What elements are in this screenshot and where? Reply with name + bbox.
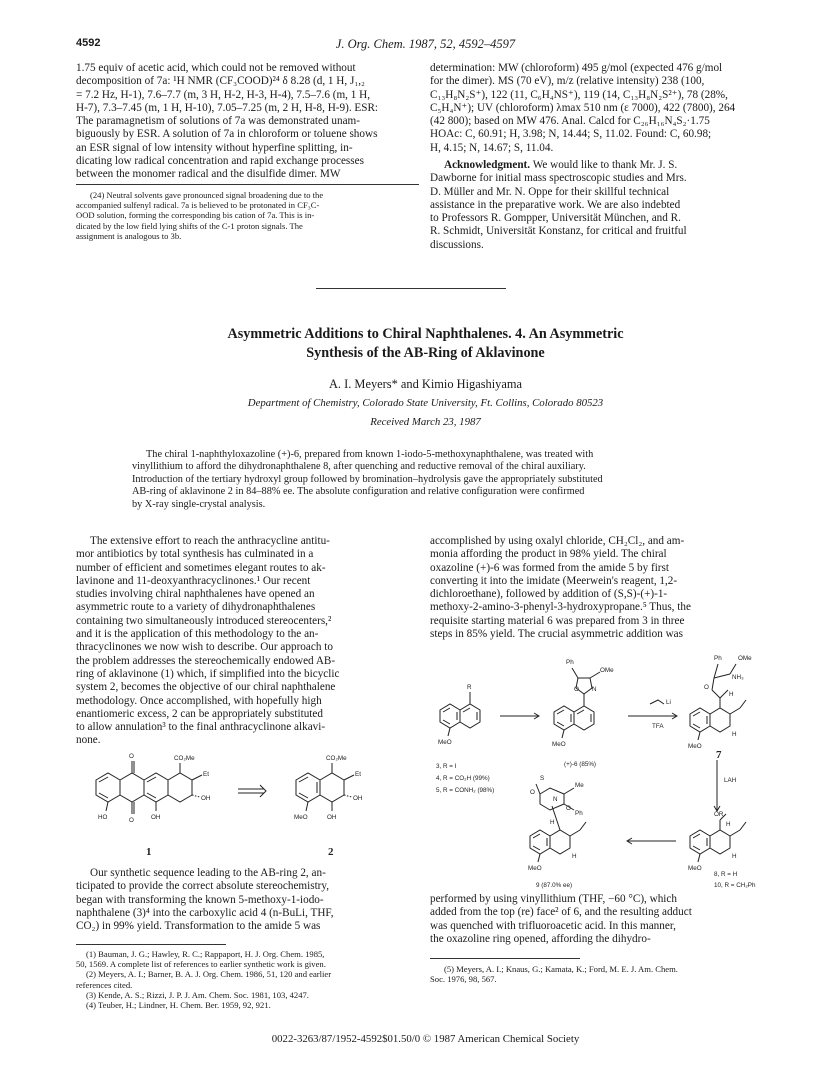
- ome-label-2: OMe: [738, 655, 752, 662]
- r-label: R: [467, 684, 472, 691]
- references-left: [76, 949, 419, 1010]
- abstract-line: by X-ray single-crystal analysis.: [132, 498, 266, 510]
- footnote-rule: [76, 184, 419, 185]
- copyright-line: 0022-3263/87/1952-4592$01.50/0 © 1987 American Chemical Society: [271, 1033, 580, 1045]
- text-line: an ESR signal of low intensity without hyperfine splitting, in-: [76, 141, 353, 154]
- cmpd7-label: 7: [716, 749, 722, 761]
- ack-line: to Professors R. Gompper, Universität München, and R.: [430, 212, 681, 225]
- ack-line: D. Müller and Mr. N. Oppe for their skillful technical: [430, 185, 670, 198]
- o-label-c: O: [530, 789, 535, 796]
- meo-label-7: MeO: [688, 743, 702, 750]
- text-line: methodology. Once accomplished, with hopefully high: [76, 694, 322, 707]
- intro-paragraph: [76, 535, 419, 748]
- s-label: S: [540, 775, 545, 782]
- abstract-line: vinyllithium to afford the dihydronaphthalene 8, after quenching and reductive removal of the chiral auxiliary.: [132, 461, 586, 473]
- compound-2-label: 2: [328, 846, 334, 858]
- reference-line: Soc. 1976, 98, 567.: [430, 974, 497, 985]
- journal-citation: J. Org. Chem. 1987, 52, 4592–4597: [335, 37, 516, 51]
- text-line: for the dimer). MS (70 eV), m/z (relative intensity) 238 (100,: [430, 75, 705, 88]
- text-line: monia affording the product in 98% yield. The chiral: [430, 548, 667, 561]
- ack-line: assistance in the preparative work. We are also indebted: [430, 198, 681, 211]
- footnote-line: dicated by the low field lying shifts of the C-1 proton signals. The: [76, 220, 303, 231]
- prev-article-left-text: [76, 62, 419, 182]
- text-line: The extensive effort to reach the anthracycline antitu-: [90, 535, 330, 547]
- reference-line: (1) Bauman, J. G.; Hawley, R. C.; Rappaport, H. J. Org. Chem. 1985,: [86, 949, 325, 959]
- text-line: was quenched with trifluoroacetic acid. In this manner,: [430, 919, 676, 932]
- synthesis-paragraph: [76, 867, 419, 933]
- text-line: biguously by ESR. A solution of 7a in chloroform or toluene shows: [76, 128, 378, 141]
- ack-heading: Acknowledgment.: [444, 159, 531, 171]
- footnote-rule-3: [430, 958, 580, 959]
- article-separator: [316, 288, 506, 289]
- text-line: to allow annulation³ to the final anthracyclinone alkavi-: [76, 721, 326, 734]
- right-paragraph-a: [430, 535, 775, 641]
- meo-label-3: MeO: [438, 739, 452, 746]
- text-line: H, 4.15; N, 14.67; S, 11.04.: [430, 141, 554, 154]
- text-line: mor antibiotics by total synthesis has culminated in a: [76, 548, 314, 561]
- h-label-c: H: [726, 821, 731, 828]
- label-oh-bottom1: OH: [151, 814, 161, 821]
- authors: A. I. Meyers* and Kimio Higashiyama: [328, 377, 523, 391]
- ack-line: Dawborne for initial mass spectroscopic studies and Mrs.: [430, 172, 687, 185]
- text-line: determination: MW (chloroform) 495 g/mol (expected 476 g/mol: [430, 62, 723, 74]
- cmpd8-label: 8, R = H: [714, 871, 738, 878]
- text-line: the oxazoline ring opened, affording the dihydro-: [430, 932, 651, 945]
- h-label-f: H: [572, 853, 577, 860]
- meo-label-8: MeO: [688, 865, 702, 872]
- running-head: [76, 37, 775, 53]
- footnote-line: assignment is analogous to 3b.: [76, 230, 182, 241]
- footnote-rule-2: [76, 944, 226, 945]
- text-line: requisite starting material 6 was prepared from 3 in three: [430, 614, 685, 627]
- text-line: methoxy-2-amino-3-phenyl-3-hydroxypropane.⁵ Thus, the: [430, 601, 691, 614]
- ring-b: [120, 773, 144, 802]
- ph-label-3: Ph: [575, 810, 583, 817]
- label-oh-2: OH: [353, 795, 363, 802]
- text-line: ring of aklavinone (1) which, if simplified into the bicyclic: [76, 667, 340, 680]
- text-line: began with transforming the known 5-methoxy-1-iodo-: [76, 893, 324, 906]
- ome-label-1: OMe: [600, 667, 614, 674]
- title-line-1: Asymmetric Additions to Chiral Naphthalenes. 4. An Asymmetric: [227, 326, 624, 342]
- li-label: Li: [666, 699, 671, 706]
- text-line: 1.75 equiv of acetic acid, which could not be removed without: [76, 62, 356, 74]
- text-line: decomposition of 7a: ¹H NMR (CF₃COOD)²⁴ δ 8.28 (d, 1 H, J₁,₂: [76, 75, 365, 88]
- reference-line: 50, 1569. A complete list of references to earlier synthetic work is given.: [76, 959, 326, 970]
- tfa-label: TFA: [652, 723, 664, 730]
- text-line: and it is the application of this methodology to the an-: [76, 628, 319, 641]
- n-label-b: N: [553, 796, 558, 803]
- label-et-2: Et: [355, 771, 361, 778]
- abstract: [132, 449, 724, 511]
- label-o-mid: O: [129, 817, 134, 824]
- meo-label-9: MeO: [528, 865, 542, 872]
- cmpd6-label: (+)-6 (85%): [564, 761, 597, 768]
- ack-text: We would like to thank Mr. J. S.: [530, 159, 678, 171]
- text-line: C₁₃H₈N₂S⁺), 122 (11, C₆H₄NS⁺), 119 (14, C₁₃H₈N₂S²⁺), 78 (28%,: [430, 88, 728, 101]
- cmpd10-label: 10, R = CH₂Ph: [714, 882, 756, 889]
- text-line: number of efficient and sometimes elegant routes to ak-: [76, 561, 326, 574]
- label-co2me-1: CO₂Me: [174, 755, 195, 762]
- list-5: 5, R = CONH₂ (98%): [436, 787, 495, 794]
- text-line: = 7.2 Hz, H-1), 7.6–7.7 (m, 3 H, H-2, H-3, H-4), 7.5–7.6 (m, 1 H,: [76, 88, 371, 101]
- scheme-synthesis: [432, 644, 777, 889]
- ring-d: [168, 773, 192, 802]
- text-line: containing two simultaneously introduced stereocenters,²: [76, 614, 332, 627]
- text-line: the problem addresses the stereochemically endowed AB-: [76, 654, 336, 667]
- ring-2b: [320, 773, 344, 802]
- text-line: oxazoline (+)-6 was formed from the amide 5 by first: [430, 561, 669, 574]
- compound-1-label: 1: [146, 846, 152, 858]
- label-co2me-2: CO₂Me: [326, 755, 347, 762]
- abstract-line: Introduction of the tertiary hydroxyl group followed by bromination–hydrolysis gave the appropriately substituted: [132, 473, 603, 485]
- page-number: 4592: [76, 37, 101, 49]
- prev-article-right-text: [430, 62, 775, 155]
- text-line: C₅H₄N⁺); UV (chloroform) λmax 510 nm (ε 7000), 422 (7800), 264: [430, 101, 736, 114]
- list-3: 3, R = I: [436, 763, 457, 770]
- label-et-1: Et: [203, 771, 209, 778]
- text-line: lavinone and 11-deoxyanthracyclinones.¹ Our recent: [76, 574, 311, 587]
- o-label-a: O: [574, 686, 579, 693]
- ack-line: [430, 159, 775, 172]
- text-line: steps in 85% yield. The crucial asymmetric addition was: [430, 628, 684, 641]
- text-line: system 2, becomes the objective of our chiral naphthalene: [76, 681, 336, 694]
- reference-line: references cited.: [76, 979, 133, 990]
- or-label: OR: [714, 811, 724, 818]
- text-line: studies involving chiral naphthalenes have opened an: [76, 588, 315, 601]
- text-line: accomplished by using oxalyl chloride, CH₂Cl₂, and am-: [430, 535, 685, 547]
- label-oh-bottom2: OH: [327, 814, 337, 821]
- text-line: dicating low radical concentration and rapid exchange processes: [76, 155, 364, 168]
- abstract-line: The chiral 1-naphthyloxazoline (+)-6, prepared from known 1-iodo-5-methoxynaphthalene, was treated with: [146, 449, 594, 460]
- text-line: H-7), 7.3–7.45 (m, 1 H, H-10), 7.05–7.25 (m, 2 H, H-8, H-9). ESR:: [76, 101, 379, 114]
- text-line: naphthalene (3)⁴ into the carboxylic acid 4 (n-BuLi, THF,: [76, 906, 334, 919]
- nh3-label: NH₃: [732, 674, 744, 681]
- text-line: Our synthetic sequence leading to the AB-ring 2, an-: [90, 867, 326, 879]
- text-line: HOAc: C, 60.91; H, 3.98; N, 14.44; S, 11.02. Found: C, 60.98;: [430, 128, 712, 141]
- h-label-a: H: [729, 691, 734, 698]
- text-line: none.: [76, 734, 101, 747]
- ack-line: discussions.: [430, 238, 484, 251]
- text-line: enantiomeric excess, 2 can be appropriately substituted: [76, 707, 323, 720]
- ph-label-1: Ph: [566, 659, 574, 666]
- text-line: added from the top (re) face² of 6, and the resulting adduct: [430, 906, 692, 919]
- received-date: Received March 23, 1987: [370, 416, 481, 428]
- prev-article-footnote: [76, 190, 419, 241]
- footnote-line: OOD solution, forming the corresponding bis cation of 7a. This is in-: [76, 210, 315, 221]
- reference-line: (4) Teuber, H.; Lindner, H. Chem. Ber. 1959, 92, 921.: [86, 1000, 271, 1011]
- label-oh-1: OH: [201, 795, 211, 802]
- text-line: thracyclinones we now wish to describe. Our approach to: [76, 641, 333, 654]
- abstract-line: AB-ring of aklavinone 2 in 84–88% ee. The absolute configuration and relative configuration were confirmed: [132, 486, 585, 498]
- h-label-b: H: [732, 731, 737, 738]
- text-line: CO₂) in 99% yield. Transformation to the amide 5 was: [76, 920, 321, 933]
- text-line: ticipated to provide the correct absolute stereochemistry,: [76, 880, 330, 893]
- me-label: Me: [575, 782, 584, 789]
- footnote-line: (24) Neutral solvents gave pronounced signal broadening due to the: [90, 190, 324, 200]
- label-o-top: O: [129, 753, 134, 760]
- reference-line: (3) Kende, A. S.; Rizzi, J. P. J. Am. Chem. Soc. 1981, 103, 4247.: [86, 989, 309, 1000]
- right-paragraph-b: [430, 893, 775, 946]
- text-line: between the monomer radical and the disulfide dimer. MW: [76, 168, 341, 181]
- text-line: performed by using vinyllithium (THF, −60 °C), which: [430, 893, 677, 905]
- cmpd9-label: 9 (87.0% ee): [536, 882, 573, 889]
- footnote-line: accompanied sulfenyl radical. 7a is believed to be protonated in CF₃C-: [76, 200, 320, 211]
- text-line: The paramagnetism of solutions of 7a was demonstrated unam-: [76, 115, 360, 128]
- article-title: [76, 325, 775, 363]
- ph-label-2: Ph: [714, 655, 722, 662]
- label-ho: HO: [98, 814, 108, 821]
- acknowledgment: [430, 159, 775, 252]
- title-line-2: Synthesis of the AB-Ring of Aklavinone: [306, 345, 545, 361]
- references-right: [430, 964, 775, 984]
- reference-line: (5) Meyers, A. I.; Knaus, G.; Kamata, K.; Ford, M. E. J. Am. Chem.: [444, 964, 678, 974]
- o-label-d: O: [566, 805, 571, 812]
- ack-line: R. Schmidt, Universität Konstanz, for critical and fruitful: [430, 225, 687, 238]
- h-label-d: H: [732, 853, 737, 860]
- text-line: converting it into the imidate (Meerwein's reagent, 1,2-: [430, 574, 678, 587]
- text-line: (42 800); based on MW 476. Anal. Calcd for C₂₆H₁₆N₄S₂·1.75: [430, 115, 710, 128]
- text-line: asymmetric route to a variety of dihydronaphthalenes: [76, 601, 316, 614]
- lah-label: LAH: [724, 777, 737, 784]
- h-label-e: H: [550, 819, 555, 826]
- meo-label-6: MeO: [552, 741, 566, 748]
- n-label-a: N: [592, 686, 597, 693]
- o-label-b: O: [704, 684, 709, 691]
- scheme-aklavinone: [84, 745, 384, 860]
- affiliation: Department of Chemistry, Colorado State University, Ft. Collins, Colorado 80523: [247, 397, 604, 409]
- text-line: dichloroethane), followed by addition of (S,S)-(+)-1-: [430, 588, 668, 601]
- list-4: 4, R = CO₂H (99%): [436, 775, 490, 782]
- reference-line: (2) Meyers, A. I.; Barner, B. A. J. Org. Chem. 1986, 51, 120 and earlier: [86, 969, 332, 980]
- label-meo-1: MeO: [294, 814, 308, 821]
